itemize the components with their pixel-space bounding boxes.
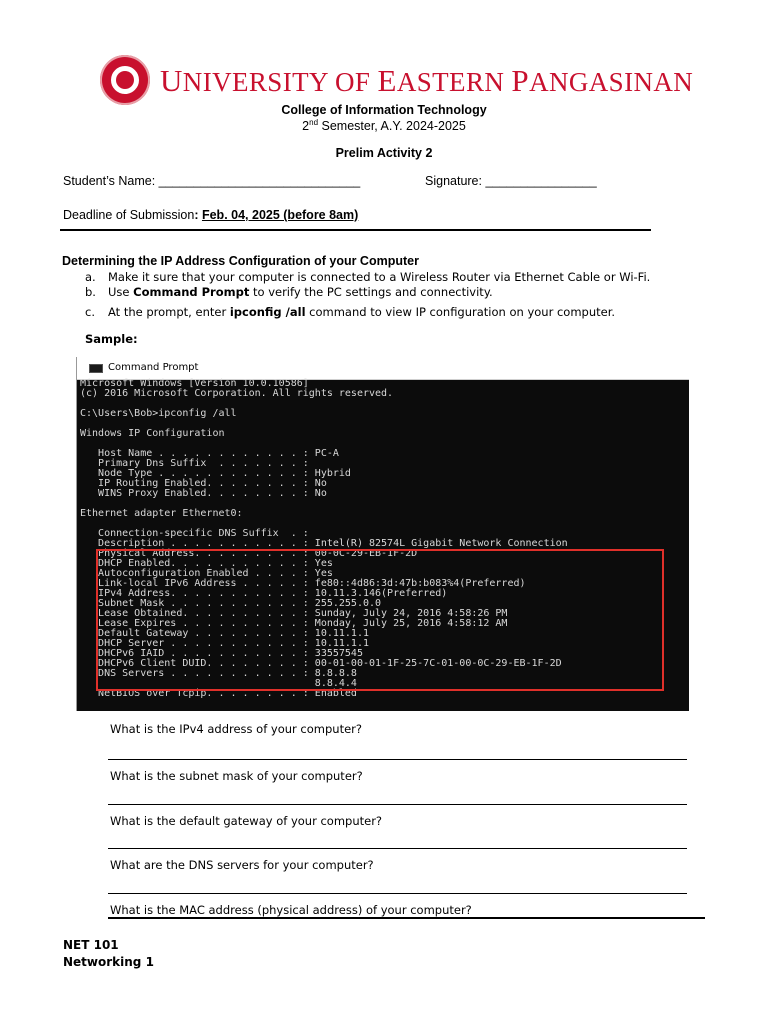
question-mac-address: What is the MAC address (physical address) of your computer?: [110, 903, 472, 917]
cmd-line: Primary Dns Suffix . . . . . . . :: [80, 458, 309, 469]
activity-title: Prelim Activity 2: [335, 146, 433, 160]
answer-line-subnet-mask[interactable]: [108, 804, 687, 805]
university-seal-logo: [100, 55, 150, 105]
cmd-line: Subnet Mask . . . . . . . . . . . : 255.255.0.0: [80, 598, 382, 609]
cmd-line: Autoconfiguration Enabled . . . . : Yes: [80, 568, 333, 579]
question-dns-servers: What are the DNS servers for your computer?: [110, 858, 374, 872]
semester-line: 2nd Semester, A.Y. 2024-2025: [302, 118, 466, 134]
cmd-line: Connection-specific DNS Suffix . :: [80, 528, 309, 539]
highlight-box: [96, 549, 664, 691]
cmd-line: Node Type . . . . . . . . . . . . : Hybrid: [80, 468, 351, 479]
deadline-line: Deadline of Submission: Feb. 04, 2025 (before 8am): [63, 208, 359, 222]
college-name: College of Information Technology: [281, 103, 487, 117]
university-name-logo: UNIVERSITY OF EASTERN PANGASINAN: [160, 63, 694, 98]
sample-label: Sample:: [85, 332, 138, 346]
cmd-line: NetBIOS over Tcpip. . . . . . . . : Enabled: [80, 688, 357, 699]
answer-line-ipv4[interactable]: [108, 759, 687, 760]
cmd-line: 8.8.4.4: [80, 678, 357, 689]
header-divider: [60, 229, 651, 231]
command-prompt-screenshot: [76, 357, 689, 711]
cmd-line: DHCP Server . . . . . . . . . . . : 10.11.1.1: [80, 638, 369, 649]
step-c: c. At the prompt, enter ipconfig /all command to view IP configuration on your computer.: [85, 305, 616, 319]
cmd-line: Default Gateway . . . . . . . . . : 10.11.1.1: [80, 628, 369, 639]
question-ipv4: What is the IPv4 address of your computer?: [110, 722, 363, 736]
cmd-line: IPv4 Address. . . . . . . . . . . : 10.11.3.146(Preferred): [80, 588, 448, 599]
cmd-line: (c) 2016 Microsoft Corporation. All rights reserved.: [80, 388, 394, 399]
cmd-line: WINS Proxy Enabled. . . . . . . . : No: [80, 488, 327, 499]
bottom-divider: [108, 917, 705, 919]
cmd-line: Windows IP Configuration: [80, 428, 225, 439]
answer-line-dns-servers[interactable]: [108, 893, 687, 894]
cmd-line: Microsoft Windows [Version 10.0.10586]: [80, 378, 309, 389]
cmd-line: DNS Servers . . . . . . . . . . . : 8.8.8.8: [80, 668, 357, 679]
section-title: Determining the IP Address Configuration of your Computer: [62, 254, 419, 268]
cmd-line: DHCPv6 Client DUID. . . . . . . . : 00-01-00-01-1F-25-7C-01-00-0C-29-EB-1F-2D: [80, 658, 562, 669]
cmd-line: Lease Expires . . . . . . . . . . : Monday, July 25, 2016 4:58:12 AM: [80, 618, 508, 629]
question-subnet-mask: What is the subnet mask of your computer?: [110, 769, 363, 783]
deadline-date: Feb. 04, 2025 (before 8am): [201, 208, 359, 222]
deadline-label: Deadline of Submission: [63, 208, 195, 222]
step-b: b. Use Command Prompt to verify the PC settings and connectivity.: [85, 285, 493, 299]
answer-line-default-gateway[interactable]: [108, 848, 687, 849]
cmd-line: Host Name . . . . . . . . . . . . : PC-A: [80, 448, 339, 459]
student-name-field[interactable]: Student’s Name: _____________________________: [63, 174, 361, 188]
cmd-title-bar: [77, 357, 689, 380]
cmd-line: Ethernet adapter Ethernet0:: [80, 508, 243, 519]
seal-core: [116, 71, 134, 89]
question-default-gateway: What is the default gateway of your computer?: [110, 814, 383, 828]
terminal-icon: [89, 364, 103, 373]
cmd-window-title: Command Prompt: [108, 362, 199, 373]
cmd-line: C:\Users\Bob>ipconfig /all: [80, 408, 237, 419]
cmd-line: Physical Address. . . . . . . . . : 00-0C-29-EB-1F-2D: [80, 548, 418, 559]
cmd-line: IP Routing Enabled. . . . . . . . : No: [80, 478, 327, 489]
cmd-line: Lease Obtained. . . . . . . . . . : Sunday, July 24, 2016 4:58:26 PM: [80, 608, 508, 619]
signature-field[interactable]: Signature: ________________: [425, 174, 597, 188]
course-name: Networking 1: [63, 955, 154, 969]
course-code: NET 101: [63, 938, 119, 952]
cmd-line: Link-local IPv6 Address . . . . . : fe80::4d86:3d:47b:b083%4(Preferred): [80, 578, 526, 589]
cmd-line: Description . . . . . . . . . . . : Intel(R) 82574L Gigabit Network Connection: [80, 538, 568, 549]
cmd-line: DHCP Enabled. . . . . . . . . . . : Yes: [80, 558, 333, 569]
step-a: a. Make it sure that your computer is connected to a Wireless Router via Ethernet Cable or Wi-Fi.: [85, 270, 651, 284]
cmd-line: DHCPv6 IAID . . . . . . . . . . . : 33557545: [80, 648, 363, 659]
